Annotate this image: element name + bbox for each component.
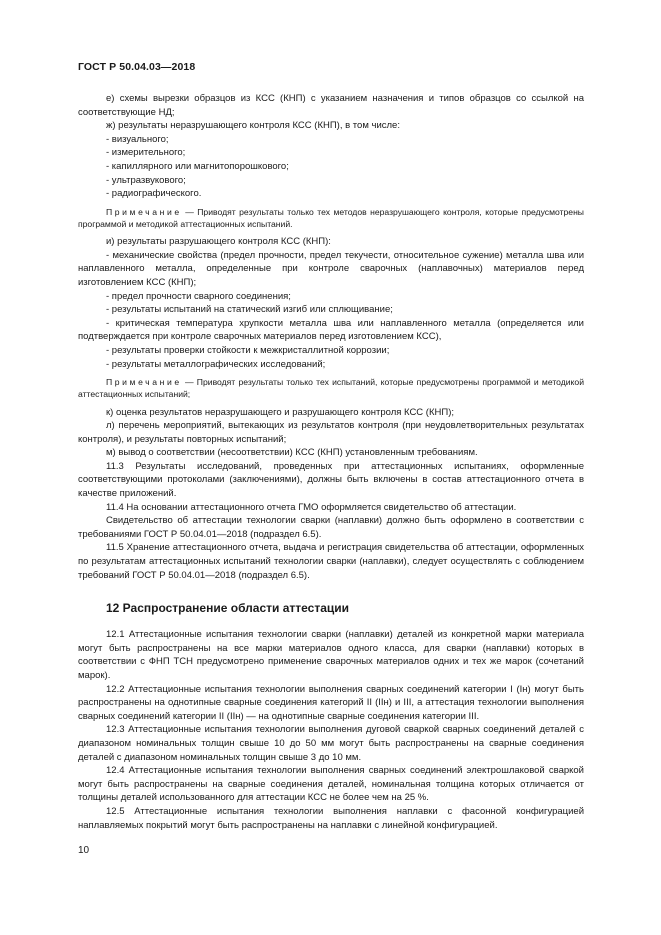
paragraph: л) перечень мероприятий, вытекающих из результатов контроля (при неудовлетворительных результатах контроля), и результаты повторных испытаний; [78,420,584,445]
paragraph: Свидетельство об аттестации технологии сварки (наплавки) должно быть оформлено в соответствии с требованиями ГОСТ Р 50.04.01—2018 (подраздел 6.5). [78,515,584,540]
paragraph: 12.3 Аттестационные испытания технологии выполнения дуговой сваркой сварных соединений деталей с диапазоном номинальных толщин свыше 10 до 50 мм могут быть распространены на сварные соединения деталей с диапазоном номинальных толщин свыше 3 до 10 мм. [78,724,584,763]
paragraph: 12.5 Аттестационные испытания технологии выполнения наплавки с фасонной конфигурацией наплавляемых покрытий могут быть распространены на наплавки с линейной конфигурацией. [78,805,584,831]
paragraph: 11.3 Результаты исследований, проведенных при аттестационных испытаниях, оформленные соответствующими протоколами (заключениями), должны быть включены в состав аттестационного отчета в качестве приложений. [78,460,584,500]
note-text: — Приводят результаты только тех методов неразрушающего контроля, которые предусмотрены программой и методикой аттестационных испытаний. [78,206,584,229]
list-item: - измерительного; [106,147,186,159]
note-label: Примечание [106,206,182,217]
paragraph: е) схемы вырезки образцов из КСС (КНП) с указанием назначения и типов образцов со ссылкой на соответствующие НД; [78,93,584,118]
paragraph: м) вывод о соответствии (несоответствии) КСС (КНП) установленным требованиям. [106,447,478,459]
note-label: Примечание [106,377,182,388]
note-paragraph [78,206,584,230]
section-heading: 12 Распространение области аттестации [106,601,350,616]
paragraph: 12.1 Аттестационные испытания технологии сварки (наплавки) деталей из конкретной марки материала могут быть распространены на все марки материалов одного класса, для сварки (наплавки) которых в соответствии с ФНП ТСН предусмотрено применение сварочных материалов одних и тех же марок (сочетаний марок). [78,629,584,681]
page-number: 10 [78,845,90,856]
list-item: - предел прочности сварного соединения; [106,290,291,302]
list-item: - визуального; [106,133,169,145]
paragraph: ж) результаты неразрушающего контроля КСС (КНП), в том числе: [106,120,400,132]
paragraph: 11.4 На основании аттестационного отчета ГМО оформляется свидетельство об аттестации. [106,501,517,513]
list-item: - результаты проверки стойкости к межкристаллитной коррозии; [106,344,390,356]
paragraph: - критическая температура хрупкости металла шва или наплавленного металла (определяется или подтверждается при контроле сварочных материалов перед изготовлением КСС), [78,317,584,343]
note-paragraph [78,376,584,400]
list-item: - ультразвукового; [106,174,186,186]
paragraph: - механические свойства (предел прочности, предел текучести, относительное сужение) металла шва или наплавленного металла, определенные при контроле сварочных (наплавочных) материалов перед изготовлением КСС (КНП); [78,249,584,288]
paragraph: 11.5 Хранение аттестационного отчета, выдача и регистрация свидетельства об аттестации, оформленных по результатам аттестационных испытаний технологии сварки (наплавки), следует осуществлять с соблюдением требований ГОСТ Р 50.04.01—2018 (подраздел 6.5). [78,542,584,581]
paragraph: 12.4 Аттестационные испытания технологии выполнения сварных соединений электрошлаковой сваркой могут быть распространены на сварные соединения деталей, номинальная толщина которых отличается от толщины деталей использованного для аттестации КСС не более чем на 25 %. [78,765,584,804]
note-text: — Приводят результаты только тех испытаний, которые предусмотрены программой и методикой аттестационных испытаний; [78,377,584,400]
document-body [78,92,584,832]
list-item: - капиллярного или магнитопорошкового; [106,160,289,172]
paragraph: 12.2 Аттестационные испытания технологии выполнения сварных соединений категории I (Iн) могут быть распространены на однотипные сварные соединения категорий II (IIн) и III, а аттестация технологии выполнения сварных соединений категории II (IIн) — на однотипные сварные соединения категории III. [78,683,584,722]
list-item: - радиографического. [106,188,202,200]
paragraph: и) результаты разрушающего контроля КСС (КНП): [106,236,331,248]
list-item: - результаты испытаний на статический изгиб или сплющивание; [106,304,393,316]
list-item: - результаты металлографических исследований; [106,358,326,370]
paragraph: к) оценка результатов неразрушающего и разрушающего контроля КСС (КНП); [106,406,454,418]
document-code-header: ГОСТ Р 50.04.03—2018 [78,61,196,73]
